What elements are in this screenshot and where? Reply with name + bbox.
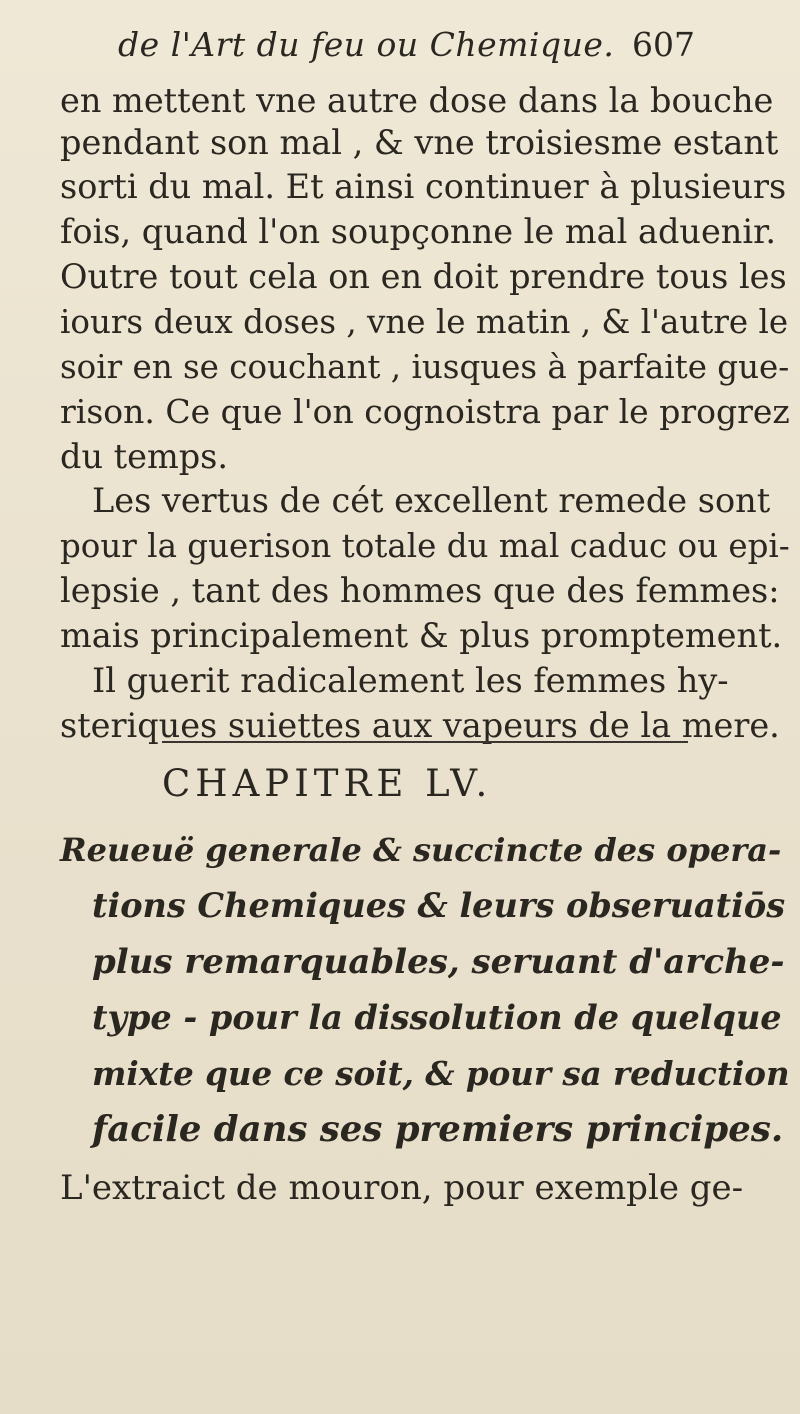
text-line: pour la guerison totale du mal caduc ou epi- [60, 527, 790, 565]
summary-line: tions Chemiques & leurs obseruatiōs [92, 886, 786, 925]
summary-line: plus remarquables, seruant d'arche- [92, 942, 785, 982]
running-head: de l'Art du feu ou Chemique. [118, 25, 615, 64]
summary-line: facile dans ses premiers principes. [92, 1109, 784, 1150]
text-line: Outre tout cela on en doit prendre tous les [60, 257, 787, 296]
section-rule [162, 741, 688, 743]
text-line: mais principalement & plus promptement. [60, 616, 783, 655]
chapter-title: CHAPITRE LV. [162, 762, 493, 805]
text-line: pendant son mal , & vne troisiesme estant [60, 123, 779, 162]
text-line: lepsie , tant des hommes que des femmes: [60, 571, 780, 610]
summary-line: Reueuë generale & succincte des opera- [60, 831, 782, 869]
text-line: du temps. [60, 437, 229, 476]
summary-line: type - pour la dissolution de quelque [92, 998, 782, 1037]
page-header [0, 22, 800, 68]
chapter-first-line: L'extraict de mouron, pour exemple ge- [60, 1168, 744, 1208]
text-line: sorti du mal. Et ainsi continuer à plusieurs [60, 167, 787, 206]
text-line: Les vertus de cét excellent remede sont [92, 481, 771, 520]
text-line: steriques suiettes aux vapeurs de la mere. [60, 706, 780, 745]
text-line: en mettent vne autre dose dans la bouche [60, 81, 774, 120]
page-number: 607 [632, 25, 695, 64]
text-line: soir en se couchant , iusques à parfaite gue- [60, 348, 790, 386]
text-line: Il guerit radicalement les femmes hy- [92, 661, 729, 700]
text-line: fois, quand l'on soupçonne le mal aduenir. [60, 212, 777, 251]
text-line: rison. Ce que l'on cognoistra par le progrez [60, 392, 790, 431]
summary-line: mixte que ce soit, & pour sa reduction [92, 1054, 790, 1093]
text-line: iours deux doses , vne le matin , & l'autre le [60, 303, 789, 341]
